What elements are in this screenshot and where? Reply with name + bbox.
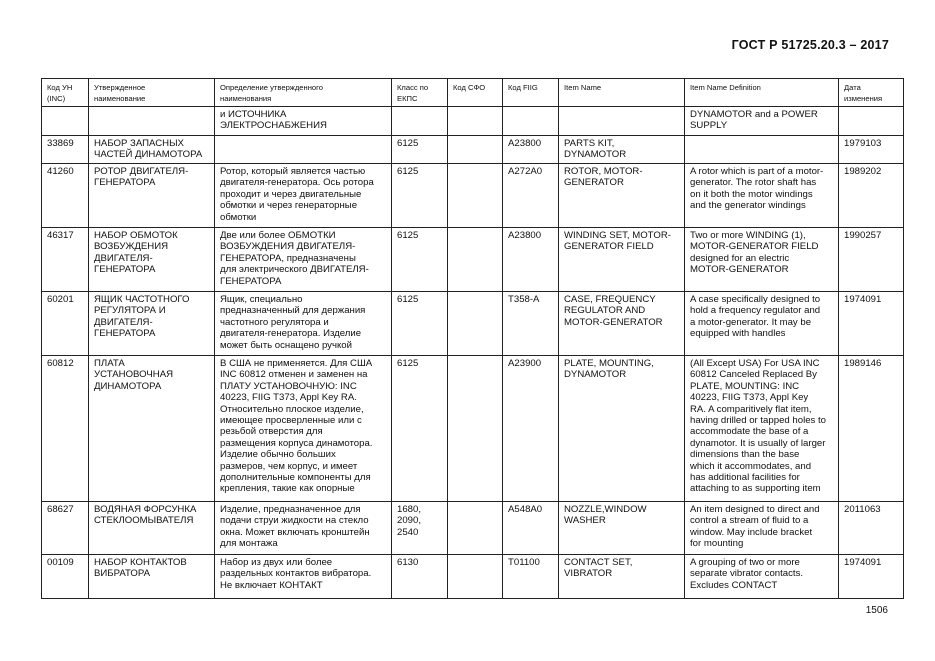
cell-text-line: УСТАНОВОЧНАЯ bbox=[94, 369, 174, 381]
column-header-line: ЕКПС bbox=[397, 93, 418, 103]
table-row bbox=[42, 136, 904, 164]
cell-text-line: Two or more WINDING (1), bbox=[690, 230, 806, 241]
item-name-cell bbox=[559, 502, 685, 555]
definition-cell bbox=[215, 228, 392, 292]
cell-text-line: 6130 bbox=[397, 557, 419, 568]
cell-text-line: GENERATOR FIELD bbox=[564, 241, 654, 253]
cell-text-line: window. May include bracket bbox=[690, 526, 813, 538]
cell-text-line: CASE, FREQUENCY bbox=[564, 294, 656, 305]
cell-text-line: двигателя-генератора. Изделие bbox=[220, 328, 362, 340]
inc-code-cell bbox=[42, 136, 89, 164]
cell-text-line: a motor-generator. It may be bbox=[690, 316, 812, 328]
item-definition-cell bbox=[685, 136, 839, 164]
inc-code-cell bbox=[42, 228, 89, 292]
cell-text-line: предназначенный для держания bbox=[220, 305, 366, 317]
column-header-line: Код УН bbox=[47, 83, 73, 92]
cell-text-line: ROTOR, MOTOR- bbox=[564, 166, 643, 177]
column-header-line: Item Name bbox=[564, 83, 602, 92]
table-row bbox=[42, 164, 904, 228]
cell-text-line: ВОЗБУЖДЕНИЯ ДВИГАТЕЛЯ- bbox=[220, 241, 356, 253]
cell-text-line: Относительно плоское изделие, bbox=[220, 403, 364, 415]
approved-name-cell bbox=[89, 292, 215, 356]
approved-name-cell bbox=[89, 164, 215, 228]
cell-text-line: ГЕНЕРАТОРА bbox=[94, 328, 156, 340]
column-header-line: Дата bbox=[844, 83, 861, 92]
cell-text-line: hold a frequency regulator and bbox=[690, 305, 821, 317]
cell-text-line: В США не применяется. Для США bbox=[220, 358, 373, 369]
cell-text-line: проходит и через двигательные bbox=[220, 188, 362, 200]
approved-name-cell bbox=[89, 502, 215, 555]
cell-text-line: 1979103 bbox=[844, 138, 882, 149]
cell-text-line: Ротор, который является частью bbox=[220, 166, 366, 177]
column-header-line: Код СФО bbox=[453, 83, 486, 92]
class-cell bbox=[392, 502, 448, 555]
cell-text-line: 60812 Canceled Replaced By bbox=[690, 369, 817, 381]
item-definition-cell bbox=[685, 555, 839, 599]
cell-text-line: НАБОР ОБМОТОК bbox=[94, 230, 178, 241]
cell-text-line: резьбой отверстия для bbox=[220, 426, 323, 438]
cell-text-line: accommodate the base of a bbox=[690, 426, 809, 438]
cell-text-line: 00109 bbox=[47, 557, 74, 568]
cell-text-line: ДИНАМОТОРА bbox=[94, 380, 162, 392]
item-definition-cell bbox=[685, 356, 839, 502]
cell-text-line: CONTACT SET, bbox=[564, 557, 633, 568]
page-number: 1506 bbox=[865, 605, 888, 616]
cell-text-line: 1974091 bbox=[844, 557, 882, 568]
cell-text-line: 68627 bbox=[47, 504, 74, 515]
cell-text-line: INC 60812 отменен и заменен на bbox=[220, 369, 368, 381]
column-header-line: Item Name Definition bbox=[690, 83, 761, 92]
cell-text-line: 6125 bbox=[397, 166, 419, 177]
inc-code-cell bbox=[42, 555, 89, 599]
cell-text-line: Excludes CONTACT bbox=[690, 579, 778, 591]
cell-text-line: ЧАСТЕЙ ДИНАМОТОРА bbox=[94, 149, 203, 161]
cell-text-line: A case specifically designed to bbox=[690, 294, 821, 305]
cell-text-line: подачи струи жидкости на стекло bbox=[220, 515, 369, 527]
date-cell bbox=[839, 292, 904, 356]
column-header-line: Код FIIG bbox=[508, 83, 538, 92]
approved-name-cell bbox=[89, 136, 215, 164]
column-header-line: наименования bbox=[220, 93, 272, 103]
column-header-line: наименование bbox=[94, 93, 146, 103]
item-name-cell bbox=[559, 136, 685, 164]
cell-text-line: An item designed to direct and bbox=[690, 504, 820, 515]
cell-text-line: ГЕНЕРАТОРА bbox=[94, 264, 156, 276]
cell-text-line: 60812 bbox=[47, 358, 74, 369]
cell-text-line: 2540 bbox=[397, 526, 419, 538]
class-cell bbox=[392, 228, 448, 292]
table-row bbox=[42, 228, 904, 292]
cell-text-line: A grouping of two or more bbox=[690, 557, 800, 568]
cell-text-line: может быть оснащено ручкой bbox=[220, 339, 352, 351]
sfo-code-cell bbox=[448, 292, 503, 356]
item-definition-cell bbox=[685, 502, 839, 555]
cell-text-line: обмотки bbox=[220, 211, 257, 223]
class-cell bbox=[392, 356, 448, 502]
cell-text-line: GENERATOR bbox=[564, 177, 624, 189]
column-header-line: Определение утвержденного bbox=[220, 83, 323, 92]
cell-text-line: НАБОР ЗАПАСНЫХ bbox=[94, 138, 184, 149]
column-header bbox=[89, 79, 215, 107]
definition-cell bbox=[215, 107, 392, 136]
definition-cell bbox=[215, 356, 392, 502]
cell-text-line: СТЕКЛООМЫВАТЕЛЯ bbox=[94, 515, 194, 527]
cell-text-line: ВОДЯНАЯ ФОРСУНКА bbox=[94, 504, 197, 515]
fiig-code-cell bbox=[503, 292, 559, 356]
cell-text-line: окна. Может включать кронштейн bbox=[220, 526, 370, 538]
cell-text-line: частотного регулятора и bbox=[220, 316, 329, 328]
cell-text-line: NOZZLE,WINDOW bbox=[564, 504, 647, 515]
cell-text-line: WINDING SET, MOTOR- bbox=[564, 230, 671, 241]
cell-text-line: имеющее просверленные или с bbox=[220, 415, 362, 427]
column-header bbox=[839, 79, 904, 107]
definition-cell bbox=[215, 555, 392, 599]
date-cell bbox=[839, 107, 904, 136]
cell-text-line: DYNAMOTOR bbox=[564, 149, 627, 161]
item-name-cell bbox=[559, 164, 685, 228]
cell-text-line: PLATE, MOUNTING: INC bbox=[690, 380, 800, 392]
cell-text-line: крепления, такие как опорные bbox=[220, 483, 355, 495]
cell-text-line: ПЛАТА bbox=[94, 358, 125, 369]
cell-text-line: 6125 bbox=[397, 294, 419, 305]
cell-text-line: ГЕНЕРАТОРА bbox=[94, 177, 156, 189]
cell-text-line: MOTOR-GENERATOR FIELD bbox=[690, 241, 819, 253]
date-cell bbox=[839, 502, 904, 555]
item-name-cell bbox=[559, 555, 685, 599]
cell-text-line: 46317 bbox=[47, 230, 74, 241]
cell-text-line: Не включает КОНТАКТ bbox=[220, 579, 323, 591]
cell-text-line: ДВИГАТЕЛЯ- bbox=[94, 252, 153, 264]
approved-name-cell bbox=[89, 555, 215, 599]
cell-text-line: PARTS KIT, bbox=[564, 138, 615, 149]
cell-text-line: (All Except USA) For USA INC bbox=[690, 358, 820, 369]
cell-text-line: designed for an electric bbox=[690, 252, 790, 264]
column-header bbox=[215, 79, 392, 107]
table-row bbox=[42, 356, 904, 502]
cell-text-line: having drilled or tapped holes to bbox=[690, 415, 827, 427]
cell-text-line: dynamotor. It is usually of larger bbox=[690, 437, 826, 449]
item-name-cell bbox=[559, 356, 685, 502]
column-header bbox=[559, 79, 685, 107]
cell-text-line: Набор из двух или более bbox=[220, 557, 333, 568]
table-row bbox=[42, 555, 904, 599]
cell-text-line: separate vibrator contacts. bbox=[690, 568, 804, 580]
cell-text-line: T01100 bbox=[508, 557, 540, 568]
cell-text-line: 6125 bbox=[397, 230, 419, 241]
column-header bbox=[42, 79, 89, 107]
cell-text-line: 2090, bbox=[397, 515, 422, 527]
column-header-line: Класс по bbox=[397, 83, 429, 92]
class-cell bbox=[392, 292, 448, 356]
cell-text-line: A548A0 bbox=[508, 504, 543, 515]
definition-cell bbox=[215, 502, 392, 555]
cell-text-line: ГЕНЕРАТОРА bbox=[220, 275, 282, 287]
fiig-code-cell bbox=[503, 164, 559, 228]
sfo-code-cell bbox=[448, 356, 503, 502]
date-cell bbox=[839, 356, 904, 502]
cell-text-line: 41260 bbox=[47, 166, 74, 177]
column-header bbox=[503, 79, 559, 107]
cell-text-line: для электрического ДВИГАТЕЛЯ- bbox=[220, 264, 369, 276]
cell-text-line: RA. A comparitively flat item, bbox=[690, 403, 812, 415]
column-header-line: изменения bbox=[844, 93, 883, 103]
cell-text-line: A272A0 bbox=[508, 166, 543, 177]
cell-text-line: 1990257 bbox=[844, 230, 882, 241]
gost-table bbox=[41, 78, 904, 599]
cell-text-line: и ИСТОЧНИКА bbox=[220, 109, 287, 120]
document-header: ГОСТ Р 51725.20.3 – 2017 bbox=[731, 38, 889, 52]
sfo-code-cell bbox=[448, 228, 503, 292]
cell-text-line: дополнительные компоненты для bbox=[220, 472, 371, 484]
approved-name-cell bbox=[89, 356, 215, 502]
cell-text-line: dimensions than the base bbox=[690, 449, 800, 461]
cell-text-line: обмотки и через генераторные bbox=[220, 200, 358, 212]
cell-text-line: Две или более ОБМОТКИ bbox=[220, 230, 336, 241]
cell-text-line: A23800 bbox=[508, 138, 542, 149]
class-cell bbox=[392, 107, 448, 136]
cell-text-line: attaching to as supporting item bbox=[690, 483, 821, 495]
fiig-code-cell bbox=[503, 228, 559, 292]
table-row bbox=[42, 292, 904, 356]
cell-text-line: 1989146 bbox=[844, 358, 882, 369]
cell-text-line: has additional facilities for bbox=[690, 472, 800, 484]
item-definition-cell bbox=[685, 107, 839, 136]
inc-code-cell bbox=[42, 356, 89, 502]
cell-text-line: 33869 bbox=[47, 138, 74, 149]
column-header bbox=[685, 79, 839, 107]
column-header-line: Утвержденное bbox=[94, 83, 146, 92]
item-name-cell bbox=[559, 228, 685, 292]
inc-code-cell bbox=[42, 107, 89, 136]
cell-text-line: РЕГУЛЯТОРА И bbox=[94, 305, 166, 317]
date-cell bbox=[839, 228, 904, 292]
cell-text-line: ГЕНЕРАТОРА, предназначены bbox=[220, 252, 356, 264]
item-definition-cell bbox=[685, 292, 839, 356]
cell-text-line: 1989202 bbox=[844, 166, 882, 177]
class-cell bbox=[392, 555, 448, 599]
cell-text-line: MOTOR-GENERATOR bbox=[690, 264, 789, 276]
cell-text-line: WASHER bbox=[564, 515, 606, 527]
sfo-code-cell bbox=[448, 555, 503, 599]
table-row bbox=[42, 502, 904, 555]
cell-text-line: ЭЛЕКТРОСНАБЖЕНИЯ bbox=[220, 120, 327, 132]
fiig-code-cell bbox=[503, 136, 559, 164]
cell-text-line: 60201 bbox=[47, 294, 74, 305]
cell-text-line: PLATE, MOUNTING, bbox=[564, 358, 654, 369]
inc-code-cell bbox=[42, 502, 89, 555]
inc-code-cell bbox=[42, 292, 89, 356]
cell-text-line: раздельных контактов вибратора. bbox=[220, 568, 372, 580]
cell-text-line: generator. The rotor shaft has bbox=[690, 177, 817, 189]
table-body bbox=[42, 107, 904, 599]
table-header-row bbox=[42, 79, 904, 107]
item-definition-cell bbox=[685, 228, 839, 292]
cell-text-line: SUPPLY bbox=[690, 120, 728, 132]
cell-text-line: 40223, FIIG T373, Appl Key RA. bbox=[220, 392, 357, 404]
cell-text-line: НАБОР КОНТАКТОВ bbox=[94, 557, 187, 568]
definition-cell bbox=[215, 164, 392, 228]
cell-text-line: A23800 bbox=[508, 230, 542, 241]
cell-text-line: ПЛАТУ УСТАНОВОЧНУЮ: INC bbox=[220, 380, 357, 392]
cell-text-line: 40223, FIIG T373, Appl Key bbox=[690, 392, 809, 404]
definition-cell bbox=[215, 136, 392, 164]
cell-text-line: ВОЗБУЖДЕНИЯ bbox=[94, 241, 169, 253]
sfo-code-cell bbox=[448, 164, 503, 228]
cell-text-line: for mounting bbox=[690, 538, 744, 550]
cell-text-line: MOTOR-GENERATOR bbox=[564, 316, 663, 328]
date-cell bbox=[839, 555, 904, 599]
cell-text-line: and the generator windings bbox=[690, 200, 806, 212]
cell-text-line: ВИБРАТОРА bbox=[94, 568, 151, 580]
cell-text-line: VIBRATOR bbox=[564, 568, 613, 580]
column-header-line: (INC) bbox=[47, 93, 66, 103]
cell-text-line: Ящик, специально bbox=[220, 294, 303, 305]
cell-text-line: equipped with handles bbox=[690, 328, 786, 340]
cell-text-line: 2011063 bbox=[844, 504, 881, 515]
cell-text-line: on it both the motor windings bbox=[690, 188, 813, 200]
item-name-cell bbox=[559, 292, 685, 356]
cell-text-line: ЯЩИК ЧАСТОТНОГО bbox=[94, 294, 190, 305]
column-header bbox=[448, 79, 503, 107]
cell-text-line: размещения корпуса динамотора. bbox=[220, 437, 373, 449]
cell-text-line: РОТОР ДВИГАТЕЛЯ- bbox=[94, 166, 189, 177]
cell-text-line: 1680, bbox=[397, 504, 422, 515]
definition-cell bbox=[215, 292, 392, 356]
cell-text-line: A23900 bbox=[508, 358, 542, 369]
cell-text-line: 6125 bbox=[397, 138, 419, 149]
approved-name-cell bbox=[89, 107, 215, 136]
cell-text-line: ДВИГАТЕЛЯ- bbox=[94, 316, 153, 328]
cell-text-line: для монтажа bbox=[220, 538, 278, 550]
cell-text-line: DYNAMOTOR and a POWER bbox=[690, 109, 818, 120]
cell-text-line: T358-A bbox=[508, 294, 540, 305]
item-definition-cell bbox=[685, 164, 839, 228]
sfo-code-cell bbox=[448, 136, 503, 164]
cell-text-line: A rotor which is part of a motor- bbox=[690, 166, 824, 177]
date-cell bbox=[839, 136, 904, 164]
cell-text-line: Изделие обычно больших bbox=[220, 449, 336, 461]
fiig-code-cell bbox=[503, 502, 559, 555]
item-name-cell bbox=[559, 107, 685, 136]
cell-text-line: двигателя-генератора. Ось ротора bbox=[220, 177, 374, 189]
column-header bbox=[392, 79, 448, 107]
class-cell bbox=[392, 164, 448, 228]
fiig-code-cell bbox=[503, 107, 559, 136]
sfo-code-cell bbox=[448, 502, 503, 555]
cell-text-line: 6125 bbox=[397, 358, 419, 369]
fiig-code-cell bbox=[503, 555, 559, 599]
cell-text-line: REGULATOR AND bbox=[564, 305, 646, 317]
approved-name-cell bbox=[89, 228, 215, 292]
cell-text-line: Изделие, предназначенное для bbox=[220, 504, 361, 515]
cell-text-line: which it accommodates, and bbox=[690, 460, 812, 472]
date-cell bbox=[839, 164, 904, 228]
cell-text-line: размеров, чем корпус, и имеет bbox=[220, 460, 358, 472]
cell-text-line: DYNAMOTOR bbox=[564, 369, 627, 381]
cell-text-line: control a stream of fluid to a bbox=[690, 515, 809, 527]
table-row bbox=[42, 107, 904, 136]
class-cell bbox=[392, 136, 448, 164]
inc-code-cell bbox=[42, 164, 89, 228]
fiig-code-cell bbox=[503, 356, 559, 502]
sfo-code-cell bbox=[448, 107, 503, 136]
cell-text-line: 1974091 bbox=[844, 294, 882, 305]
